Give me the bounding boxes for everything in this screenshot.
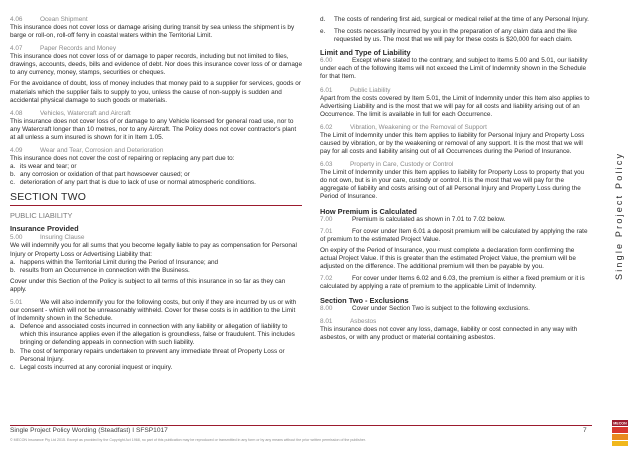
list-item: c. Legal costs incurred at any coronial inquest or inquiry. xyxy=(10,363,173,371)
clause-list xyxy=(10,163,302,187)
subheading: Insurance Provided xyxy=(10,224,79,234)
clause-heading: 6.03 Property in Care, Custody or Control xyxy=(320,161,454,169)
list-item: c. deterioration of any part that is due to lack of use or normal atmospheric conditions. xyxy=(10,179,256,187)
list-item: a. happens within the Territorial Limit during the Period of Insurance; and xyxy=(10,258,219,266)
clause-text: This insurance does not cover the cost of repairing or replacing any part due to: xyxy=(10,155,235,163)
page-number: 7 xyxy=(583,427,587,434)
clause-heading: 6.01 Public Liability xyxy=(320,86,391,94)
side-title: Single Project Policy xyxy=(614,151,624,280)
clause-heading: 4.09 Wear and Tear, Corrosion and Deterioration xyxy=(10,147,164,155)
clause-text: 5.01 We will also indemnify you for the following costs, but only if they are incurred by us or with our consent - which will not be unreasonably withheld. Cover for these costs is in addition to the Limit of Indemnity shown in the Schedule. xyxy=(10,298,297,323)
svg-text:MECON: MECON xyxy=(613,421,627,426)
footer-title: Single Project Policy Wording (Steadfast) I SFSP1017 xyxy=(10,427,168,434)
clause-heading: 6.02 Vibration, Weakening or the Removal of Support xyxy=(320,123,487,131)
clause-text: This insurance does not cover any loss, damage, liability or cost connected in any way with asbestos, or with any product or material containing asbestos. xyxy=(320,326,578,342)
clause-list xyxy=(10,323,302,372)
clause-heading: 4.08 Vehicles, Watercraft and Aircraft xyxy=(10,109,131,117)
subheading: Section Two - Exclusions xyxy=(320,296,409,306)
clause-heading: 4.06 Ocean Shipment xyxy=(10,16,88,23)
right-column xyxy=(320,16,590,343)
copyright-notice: © MECON Insurance Pty Ltd 2015. Except as provided by the Copyright Act 1968, no part of this publication may be reproduced or transmitted in any form or by any means without the prior written permission of the publisher. xyxy=(10,438,366,442)
clause-text: 7.01 For cover under Item 6.01 a deposit premium will be calculated by applying the rate of premium to the estimated Project Value. xyxy=(320,227,588,243)
mecon-logo xyxy=(612,420,628,446)
clause-list xyxy=(10,259,302,275)
footer-divider xyxy=(10,425,592,426)
clause-text: On expiry of the Period of Insurance, you must complete a declaration form confirming the actual Project Value. If this is greater than the estimated Project Value, the premium will be adjusted on the difference. The additional premium will then be payable by you. xyxy=(320,246,576,270)
clause-text: This insurance does not cover loss of or damage to paper records, including but not limited to files, drawings, accounts, deeds, bills and evidence of debt. Nor does this insurance cover loss of or damage to any currency, money, stamps, securities or cheques. xyxy=(10,53,303,77)
left-column xyxy=(10,16,302,372)
clause-text: The Limit of Indemnity under this Item applies to liability for Personal Injury and Property Loss caused by vibration, or by the weakening or removal of any support. It is the most that we will pay for all costs and liability arising out of all Occurrences during the Period of Insurance. xyxy=(320,131,585,156)
section-title: SECTION TWO xyxy=(10,191,302,206)
clause-text: The Limit of Indemnity under this Item applies to liability for Property Loss to property that you do not own, but is in your care, custody or control. It is the most that we will pay for the aggregate of liability and costs arising out of all Personal Injury and Property Loss during the Period of Insurance. xyxy=(320,169,585,201)
list-item: a. its wear and tear; or xyxy=(10,163,77,171)
section-subtitle: PUBLIC LIABILITY xyxy=(10,211,73,221)
clause-text: Apart from the costs covered by Item 5.01, the Limit of Indemnity under this Item also applies to Advertising Liability and is the most that we will pay for all costs and liability arising out of an Occurrence. The limit is available in full for each Occurrence. xyxy=(320,94,590,118)
subheading: Limit and Type of Liability xyxy=(320,48,411,58)
list-item: e. The costs necessarily incurred by you in the preparation of any claim data and the like requested by us. The most that we will pay for these costs is $20,000 for each claim. xyxy=(320,28,577,44)
clause-text: 7.00 Premium is calculated as shown in 7.01 to 7.02 below. xyxy=(320,215,506,223)
clause-text: 8.00 Cover under Section Two is subject to the following exclusions. xyxy=(320,305,530,313)
clause-text: This insurance does not cover loss of or damage to any Vehicle licensed for general road use, nor to any Watercraft longer than 10 metres, nor to any Aircraft. The Policy does not cover contractor's plant at all unless a sum insured is shown for it in Item 1.05. xyxy=(10,117,297,141)
list-item: b. results from an Occurrence in connection with the Business. xyxy=(10,266,190,274)
clause-text: 6.00 Except where stated to the contrary, and subject to Items 5.00 and 5.01, our liability under each of the following Items will not exceed the Limit of Indemnity shown in the Schedule for that Item. xyxy=(320,57,588,81)
list-item: b. The cost of temporary repairs undertaken to prevent any immediate threat of Property Loss or Personal Injury. xyxy=(10,347,285,363)
subheading: How Premium is Calculated xyxy=(320,206,417,216)
clause-text: This insurance does not cover loss or damage arising during transit by sea unless the shipment is by barge or roll-on, roll-off ferry in coastal waters within the Territorial Limit. xyxy=(10,24,295,40)
clause-heading: 4.07 Paper Records and Money xyxy=(10,45,117,53)
list-item: b. any corrosion or oxidation of that part howsoever caused; or xyxy=(10,171,190,179)
clause-heading: 5.00 Insuring Clause xyxy=(10,234,85,242)
clause-heading: 8.01 Asbestos xyxy=(320,318,377,326)
clause-text: Cover under this Section of the Policy is subject to all terms of this insurance in so far as they can apply. xyxy=(10,277,286,293)
clause-text: We will indemnify you for all sums that you become legally liable to pay as compensation for Personal Injury or Property Loss or Advertising Liability that: xyxy=(10,242,297,258)
clause-text: For the avoidance of doubt, loss of money includes that money paid to a supplier for services, goods or materials which the supplier fails to supply to you, unless the cause of non-supply is sudden and accidental physical damage to such goods or materials. xyxy=(10,80,301,104)
list-item: d. The costs of rendering first aid, surgical or medical relief at the time of any Personal Injury. xyxy=(320,16,589,23)
clause-text: 7.02 For cover under Items 6.02 and 6.03, the premium is either a fixed premium or it is calculated by applying a rate of premium to the applicable Limit of Indemnity. xyxy=(320,275,585,291)
list-item: a. Defence and associated costs incurred in connection with any liability or allegation of liability to which this insurance applies even if the allegation is groundless, false or fraudulent. This includes bringing or defending appeals in connection with such liability. xyxy=(10,323,295,347)
